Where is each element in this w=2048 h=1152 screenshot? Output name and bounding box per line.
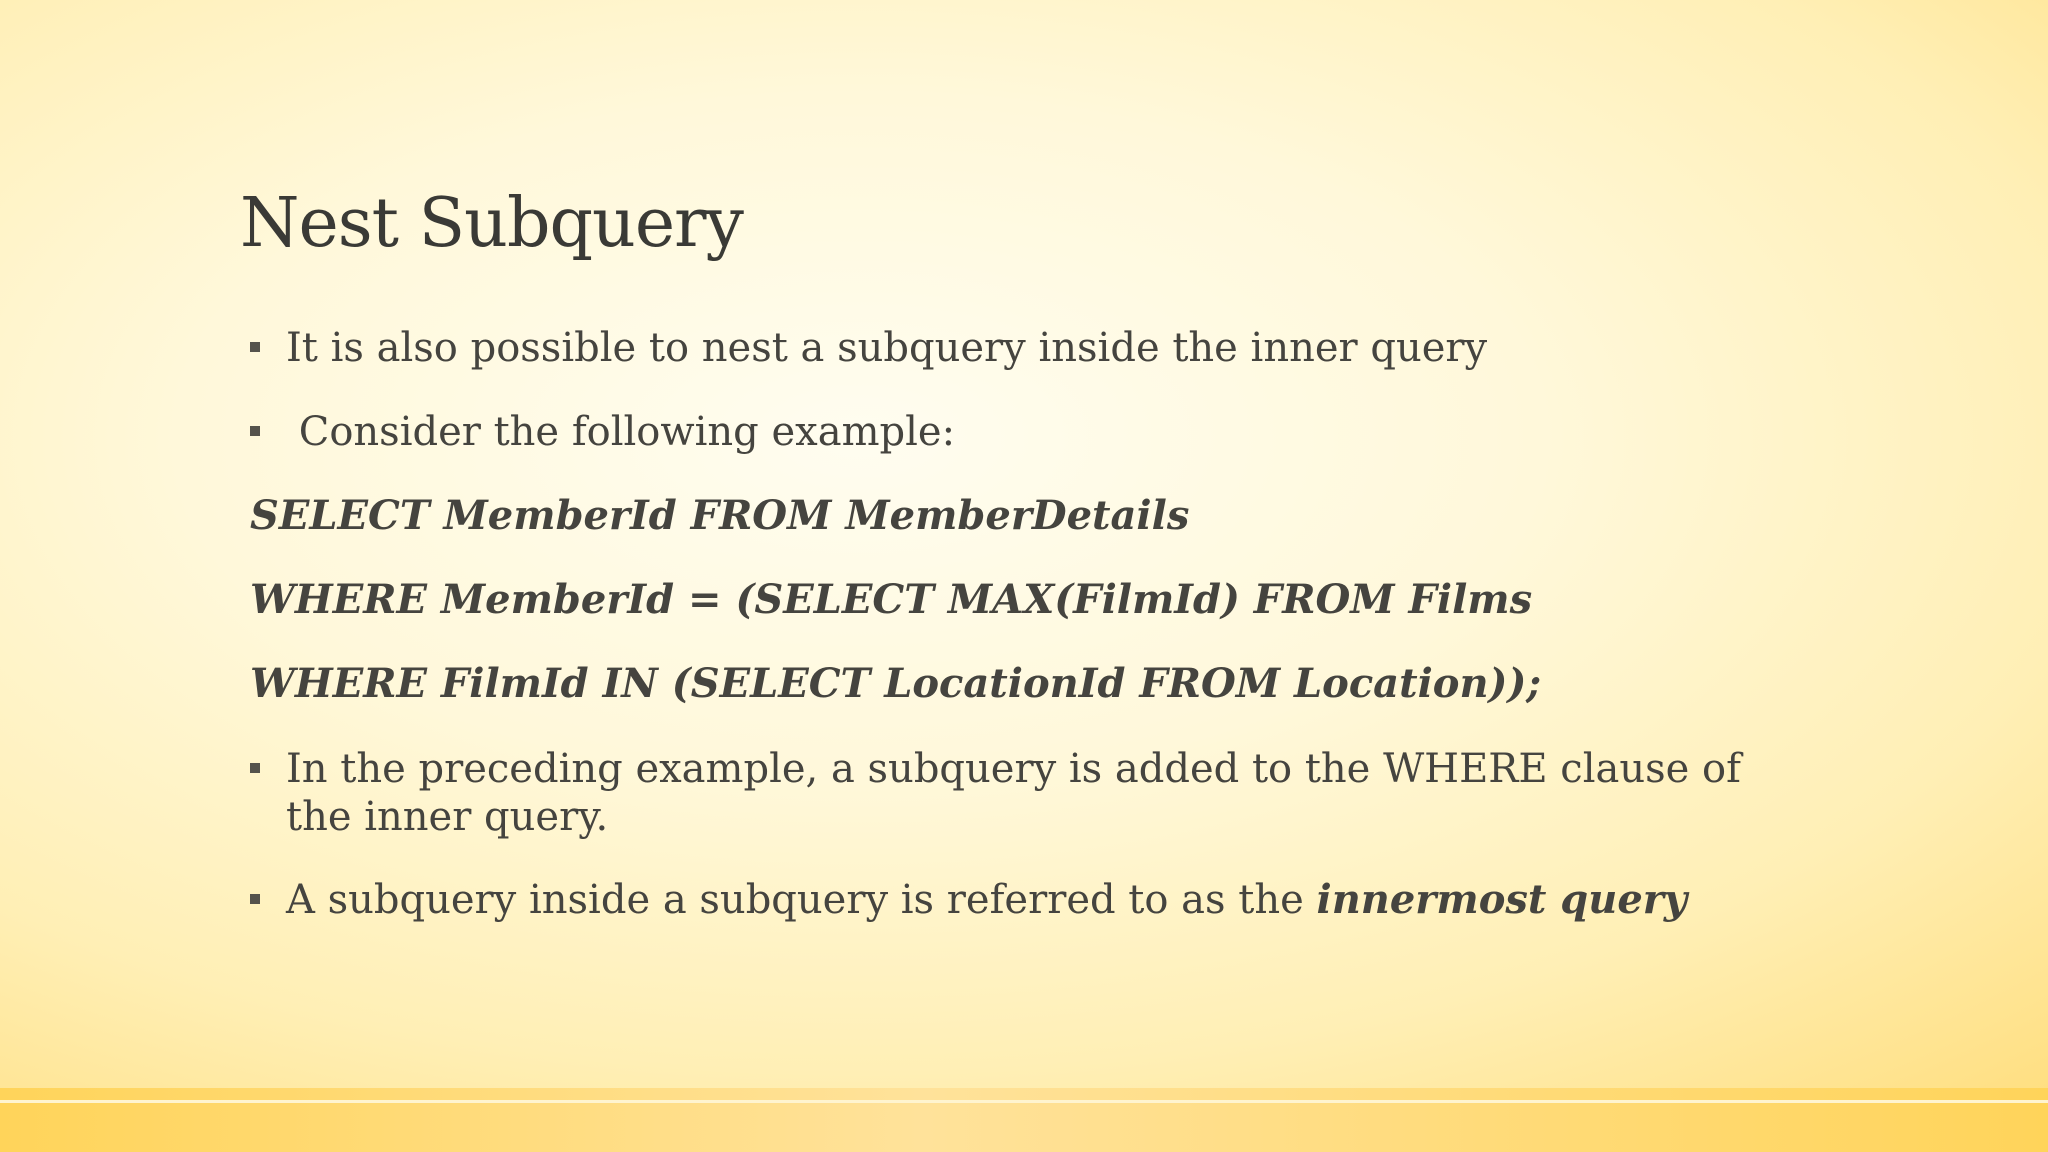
sql-code-line: WHERE FilmId IN (SELECT LocationId FROM Location)); bbox=[250, 660, 1542, 707]
bullet-item bbox=[250, 876, 1750, 924]
bullet-text: Consider the following example: bbox=[286, 409, 956, 455]
sql-code-line: WHERE MemberId = (SELECT MAX(FilmId) FROM Films bbox=[250, 576, 1533, 623]
sql-code-line: SELECT MemberId FROM MemberDetails bbox=[250, 492, 1190, 539]
bullet-marker-icon bbox=[250, 763, 260, 773]
bullet-text: In the preceding example, a subquery is added to the WHERE clause of the inner query. bbox=[286, 746, 1741, 840]
bullet-marker-icon bbox=[250, 894, 260, 904]
bullet-text-prefix: A subquery inside a subquery is referred to as the bbox=[286, 877, 1317, 923]
bullet-marker-icon bbox=[250, 342, 260, 352]
bullet-text bbox=[286, 876, 1750, 924]
bullet-marker-icon bbox=[250, 426, 260, 436]
bullet-item bbox=[250, 408, 1750, 456]
slide-title: Nest Subquery bbox=[240, 184, 743, 263]
bullet-text: It is also possible to nest a subquery inside the inner query bbox=[286, 325, 1488, 371]
footer-divider bbox=[0, 1100, 2048, 1103]
bullet-item bbox=[250, 745, 1750, 841]
emphasized-term: innermost query bbox=[1316, 876, 1688, 923]
bullet-item bbox=[250, 324, 1750, 372]
footer-band bbox=[0, 1088, 2048, 1152]
